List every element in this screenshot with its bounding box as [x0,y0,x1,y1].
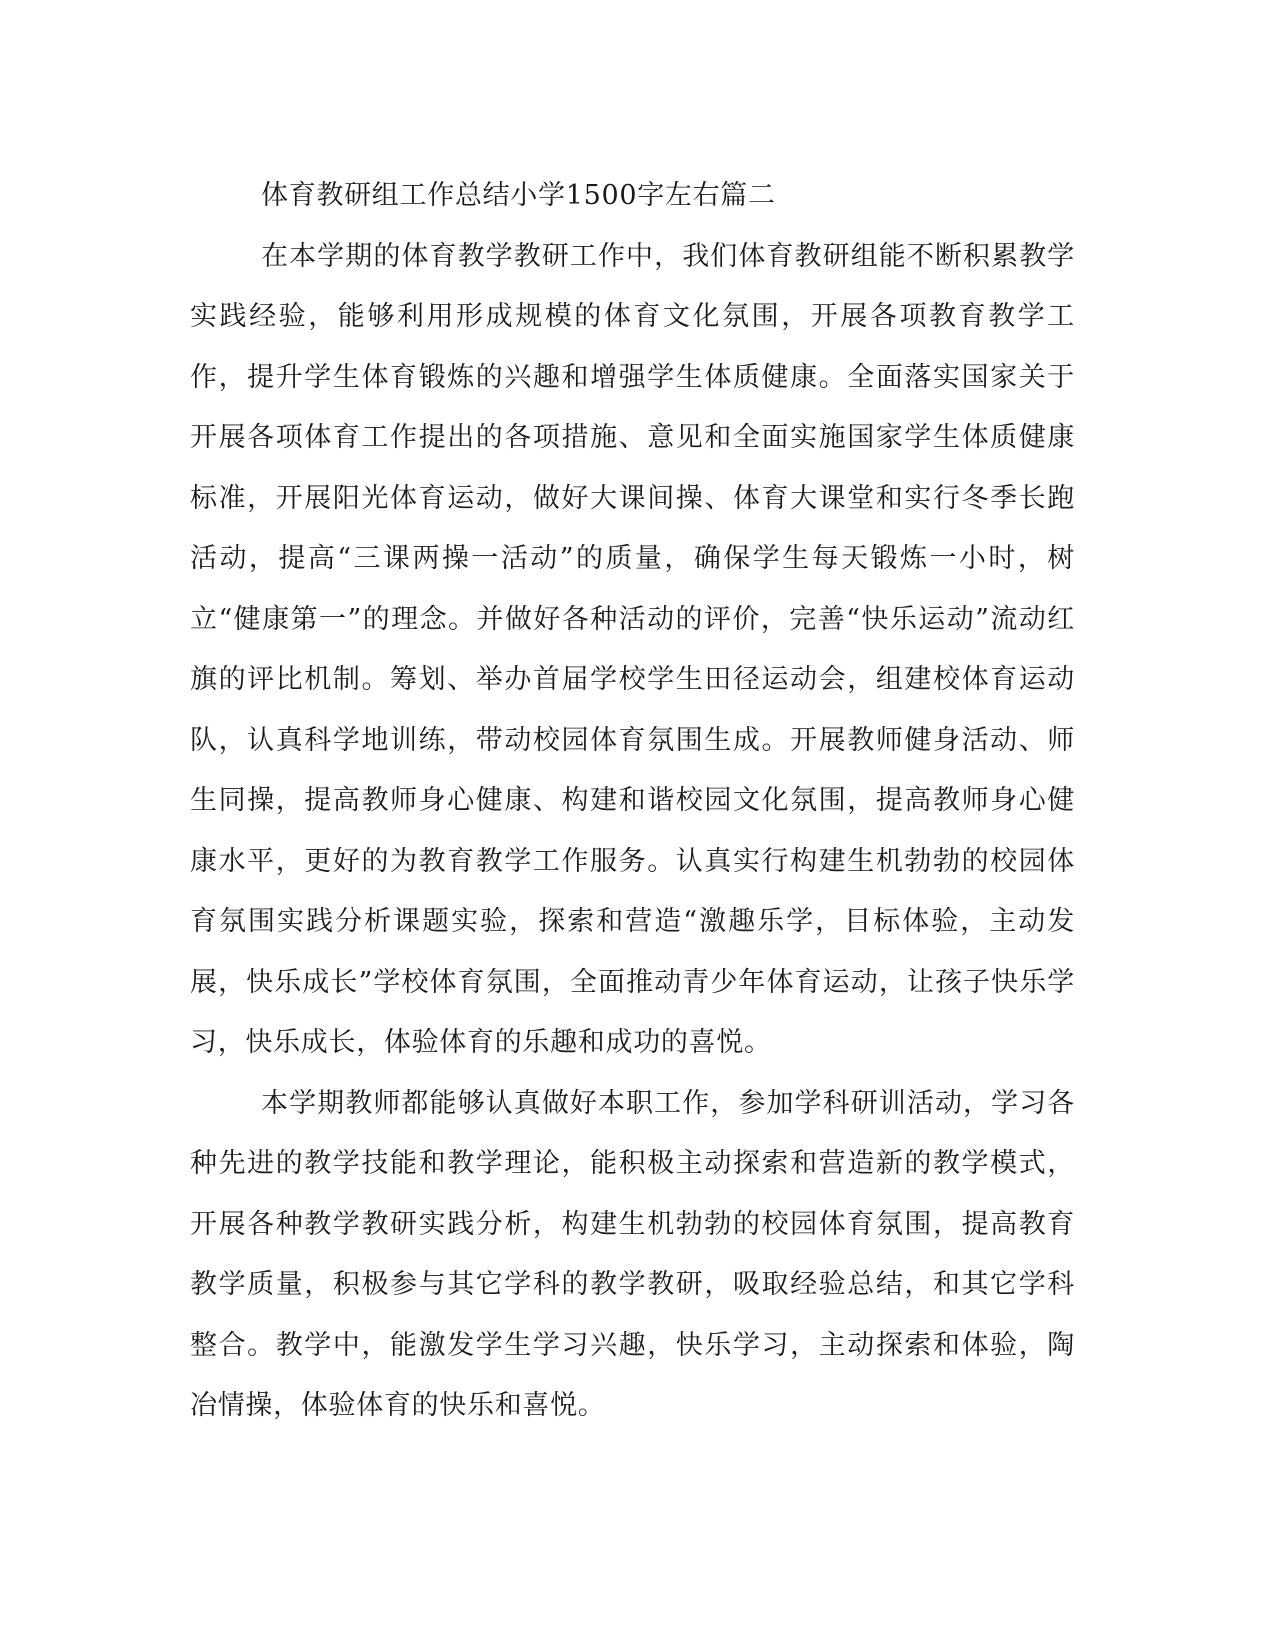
document-body [190,166,1075,1437]
paragraph-1: 在本学期的体育教学教研工作中，我们体育教研组能不断积累教学实践经验，能够利用形成规模的体育文化氛围，开展各项教育教学工作，提升学生体育锻炼的兴趣和增强学生体质健康。全面落实国家关于开展各项体育工作提出的各项措施、意见和全面实施国家学生体质健康标准，开展阳光体育运动，做好大课间操、体育大课堂和实行冬季长跑活动，提高“三课两操一活动”的质量，确保学生每天锻炼一小时，树立“健康第一”的理念。并做好各种活动的评价，完善“快乐运动”流动红旗的评比机制。筹划、举办首届学校学生田径运动会，组建校体育运动队，认真科学地训练，带动校园体育氛围生成。开展教师健身活动、师生同操，提高教师身心健康、构建和谐校园文化氛围，提高教师身心健康水平，更好的为教育教学工作服务。认真实行构建生机勃勃的校园体育氛围实践分析课题实验，探索和营造“激趣乐学，目标体验，主动发展，快乐成长”学校体育氛围，全面推动青少年体育运动，让孩子快乐学习，快乐成长，体验体育的乐趣和成功的喜悦。 [190,240,1075,1058]
document-title: 体育教研组工作总结小学1500字左右篇二 [261,180,776,211]
paragraph-2: 本学期教师都能够认真做好本职工作，参加学科研训活动，学习各种先进的教学技能和教学理论，能积极主动探索和营造新的教学模式，开展各种教学教研实践分析，构建生机勃勃的校园体育氛围，提高教育教学质量，积极参与其它学科的教学教研，吸取经验总结，和其它学科整合。教学中，能激发学生学习兴趣，快乐学习，主动探索和体验，陶冶情操，体验体育的快乐和喜悦。 [190,1087,1075,1421]
